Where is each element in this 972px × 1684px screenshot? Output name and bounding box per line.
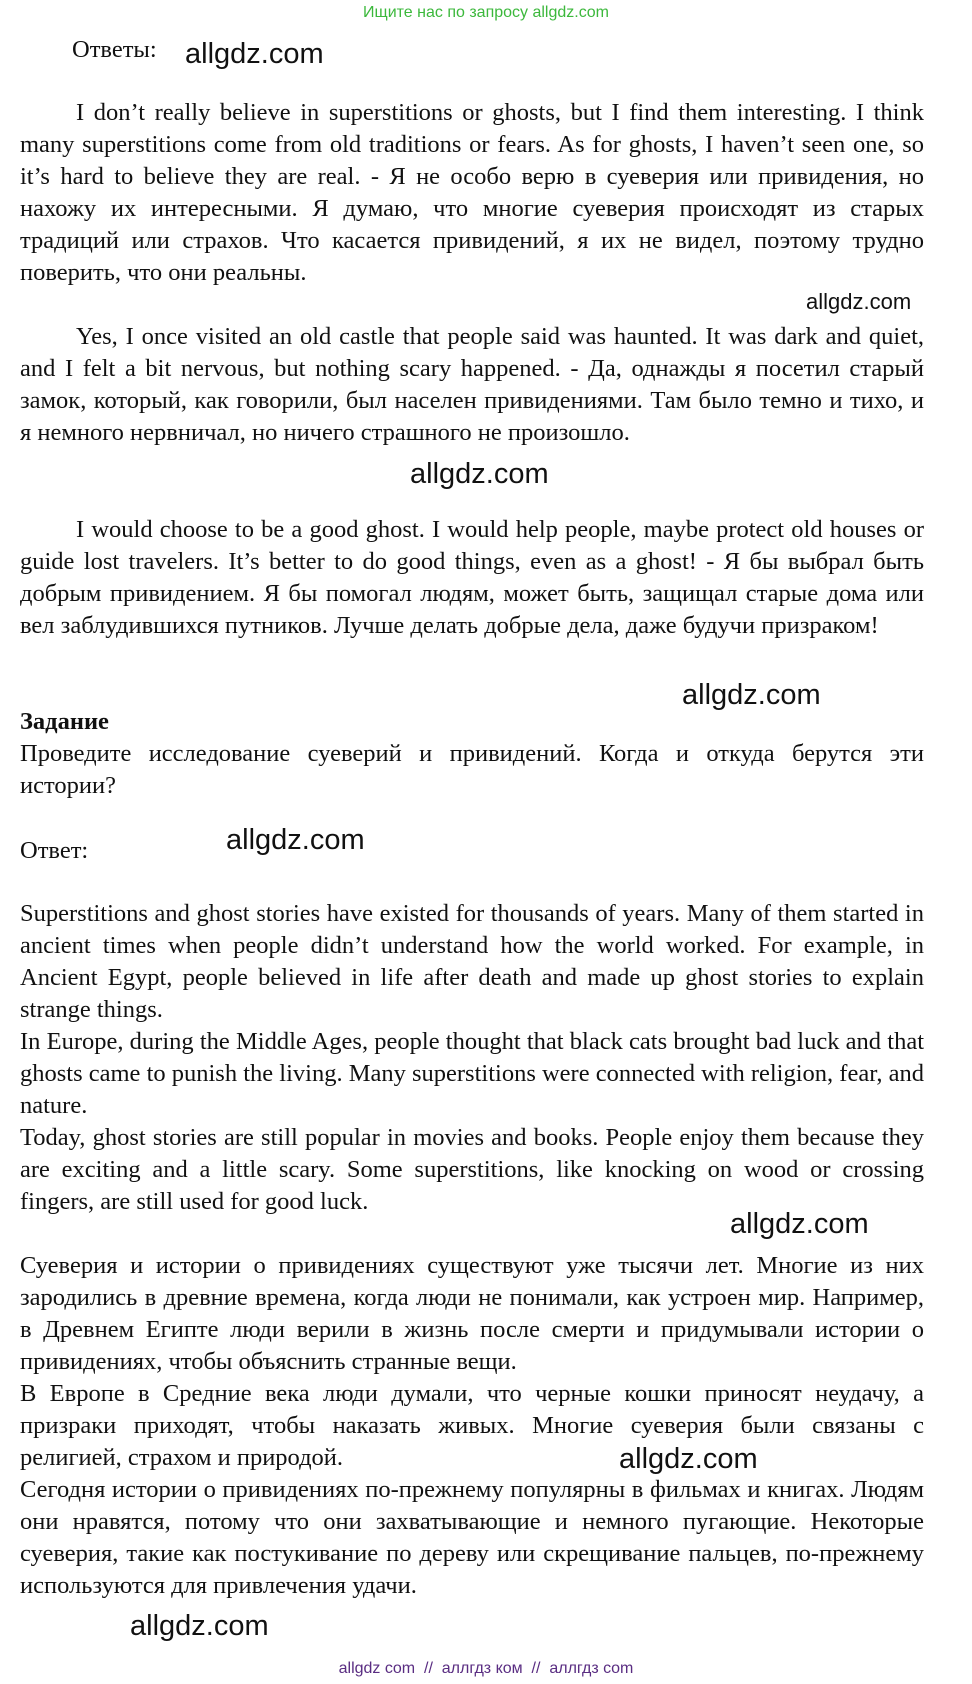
answer-en-paragraph-2: In Europe, during the Middle Ages, people thought that black cats brought bad luck and that ghosts came to punish the living. Many superstitions were connected with religion, fear, and nature. (20, 1028, 924, 1119)
answer-label: Ответ: (20, 837, 89, 864)
answer-ru-paragraph-3: Сегодня истории о привидениях по-прежнему популярны в фильмах и книгах. Людям они нравятся, потому что они захватывающие и немного пугающие. Некоторые суеверия, такие как постукивание по дереву или скрещивание пальцев, по-прежнему используются для привлечения удачи. (20, 1476, 924, 1599)
answer-en-paragraph-1: Superstitions and ghost stories have existed for thousands of years. Many of them started in ancient times when people didn’t understand how the world worked. For example, in Ancient Egypt, people believed in life after death and made up ghost stories to explain strange things. (20, 900, 924, 1023)
answer-paragraph-3: I would choose to be a good ghost. I would help people, maybe protect old houses or guide lost travelers. It’s better to do good things, even as a ghost! - Я бы выбрал быть добрым привидением. Я бы помогал людям, может быть, защищал старые дома или вел заблудившихся путников. Лучше делать добрые дела, даже будучи призраком! (20, 516, 924, 639)
watermark: allgdz.com (730, 1208, 869, 1240)
answer-paragraph-2: Yes, I once visited an old castle that people said was haunted. It was dark and quiet, and I felt a bit nervous, but nothing scary happened. - Да, однажды я посетил старый замок, который, как говорили, был населен привидениями. Там было темно и тихо, и я немного нервничал, но ничего страшного не произошло. (20, 323, 924, 446)
watermark: allgdz.com (130, 1610, 269, 1642)
watermark: allgdz.com (185, 38, 324, 70)
footer-links[interactable]: allgdz com // аллгдз ком // аллгдз com (338, 1660, 634, 1677)
watermark: allgdz.com (615, 1443, 762, 1476)
watermark: allgdz.com (806, 289, 912, 314)
answer-en-paragraph-3: Today, ghost stories are still popular in movies and books. People enjoy them because they are exciting and a little scary. Some superstitions, like knocking on wood or crossing fingers, are still used for good luck. (20, 1124, 924, 1215)
answers-label: Ответы: (72, 36, 157, 63)
watermark: allgdz.com (226, 824, 365, 856)
top-banner[interactable]: Ищите нас по запросу allgdz.com (363, 4, 609, 21)
task-heading: Задание (20, 708, 109, 735)
watermark: allgdz.com (682, 679, 821, 711)
answer-paragraph-1: I don’t really believe in superstitions or ghosts, but I find them interesting. I think many superstitions come from old traditions or fears. As for ghosts, I haven’t seen one, so it’s hard to believe they are real. - Я не особо верю в суеверия или привидения, но нахожу их интересными. Я думаю, что многие суеверия происходят из старых традиций или страхов. Что касается привидений, я их не видел, поэтому трудно поверить, что они реальны. (20, 99, 924, 286)
answer-ru-paragraph-2: В Европе в Средние века люди думали, что черные кошки приносят неудачу, а призраки приходят, чтобы наказать живых. Многие суеверия были связаны с религией, страхом и природой. (20, 1380, 924, 1471)
task-text: Проведите исследование суеверий и привидений. Когда и откуда берутся эти истории? (20, 740, 924, 799)
watermark: allgdz.com (410, 458, 549, 490)
answer-ru-paragraph-1: Суеверия и истории о привидениях существуют уже тысячи лет. Многие из них зародились в древние времена, когда люди не понимали, как устроен мир. Например, в Древнем Египте люди верили в жизнь после смерти и придумывали истории о привидениях, чтобы объяснить странные вещи. (20, 1252, 924, 1375)
